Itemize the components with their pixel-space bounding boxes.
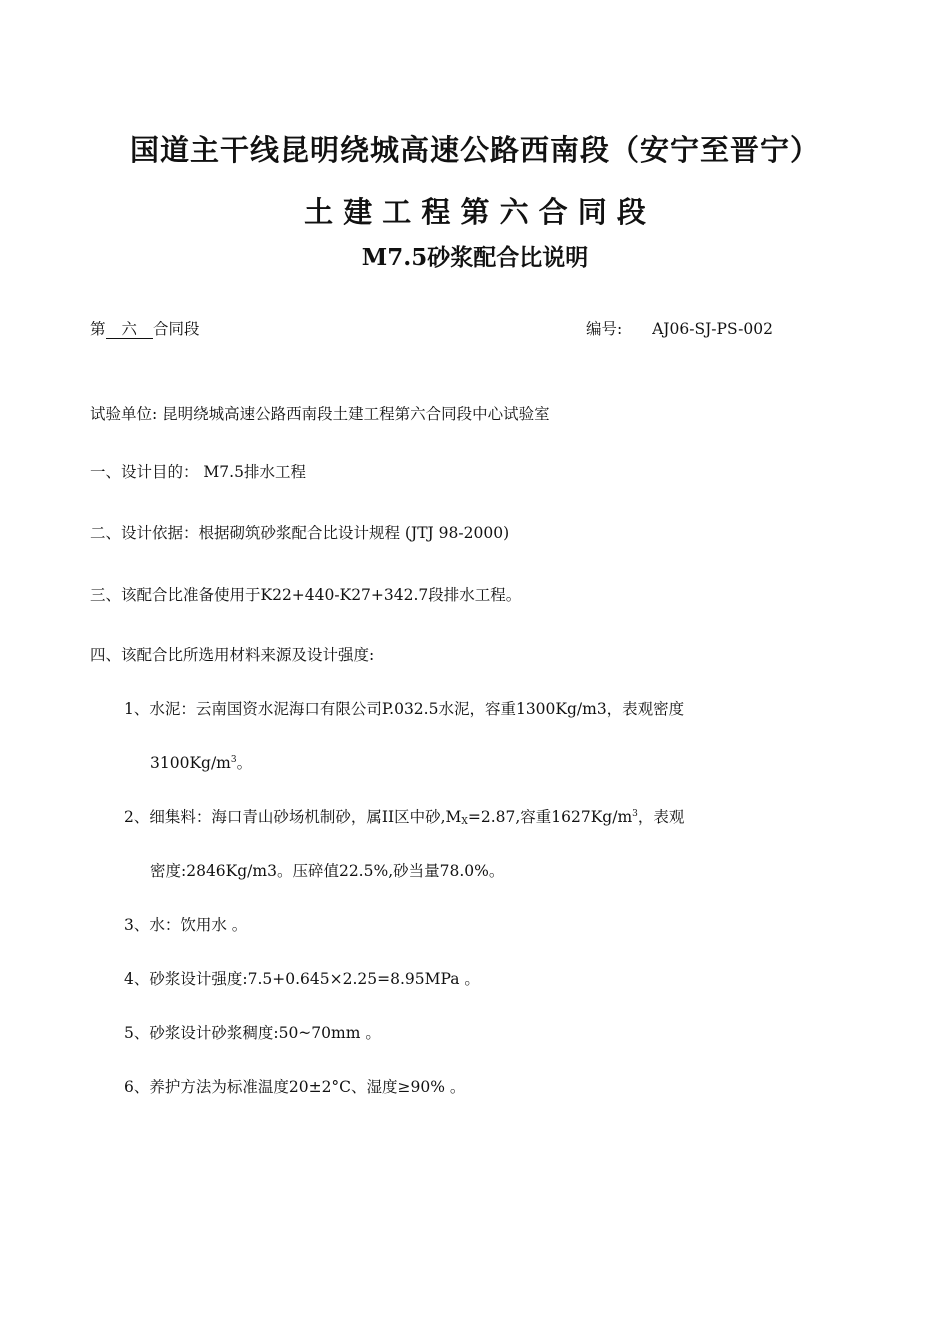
- fine-aggregate-sub: X: [461, 817, 468, 827]
- cement-density-end: 。: [236, 754, 253, 772]
- fine-aggregate-text-a: 2、细集料：海口青山砂场机制砂，属II区中砂,M: [124, 808, 462, 826]
- materials-heading: 四、该配合比所选用材料来源及设计强度:: [90, 646, 375, 664]
- cement-density-value: 3100Kg/m: [150, 754, 231, 772]
- design-purpose: 一、设计目的： M7.5排水工程: [90, 463, 306, 481]
- document-code: [586, 317, 773, 339]
- fine-aggregate-text-c: ，表观: [637, 808, 685, 826]
- code-label: 编号:: [586, 320, 623, 338]
- cement-density-sup: 3: [230, 755, 237, 765]
- cement-item-continued: [150, 751, 252, 773]
- fine-aggregate-sup: 3: [632, 809, 638, 819]
- contract-section-title: 土 建 工 程 第 六 合 同 段: [304, 195, 646, 229]
- document-title: 国道主干线昆明绕城高速公路西南段（安宁至晋宁）: [129, 133, 820, 167]
- water-item: 3、水：饮用水 。: [124, 916, 248, 934]
- section-suffix: 合同段: [153, 320, 200, 338]
- fine-aggregate-text-b: =2.87,容重1627Kg/m: [467, 808, 633, 826]
- curing-item: 6、养护方法为标准温度20±2°C、湿度≥90% 。: [124, 1078, 466, 1096]
- design-strength-item: 4、砂浆设计强度:7.5+0.645×2.25=8.95MPa 。: [124, 970, 480, 988]
- contract-section-label: [90, 317, 200, 339]
- document-subtitle: M7.5砂浆配合比说明: [361, 244, 589, 271]
- cement-item: 1、水泥：云南国资水泥海口有限公司P.032.5水泥，容重1300Kg/m3，表观密度: [124, 700, 685, 718]
- design-basis: 二、设计依据：根据砌筑砂浆配合比设计规程 (JTJ 98-2000): [90, 524, 510, 542]
- section-prefix: 第: [90, 320, 106, 338]
- consistency-item: 5、砂浆设计砂浆稠度:50~70mm 。: [124, 1024, 381, 1042]
- section-number: 六: [106, 321, 154, 339]
- fine-aggregate-item: [124, 805, 684, 827]
- fine-aggregate-item-continued: 密度:2846Kg/m3。压碎值22.5%,砂当量78.0%。: [150, 862, 505, 880]
- code-value: AJ06-SJ-PS-002: [652, 320, 773, 338]
- lab-unit: 试验单位: 昆明绕城高速公路西南段土建工程第六合同段中心试验室: [90, 405, 550, 423]
- application-scope: 三、该配合比准备使用于K22+440-K27+342.7段排水工程。: [90, 586, 522, 604]
